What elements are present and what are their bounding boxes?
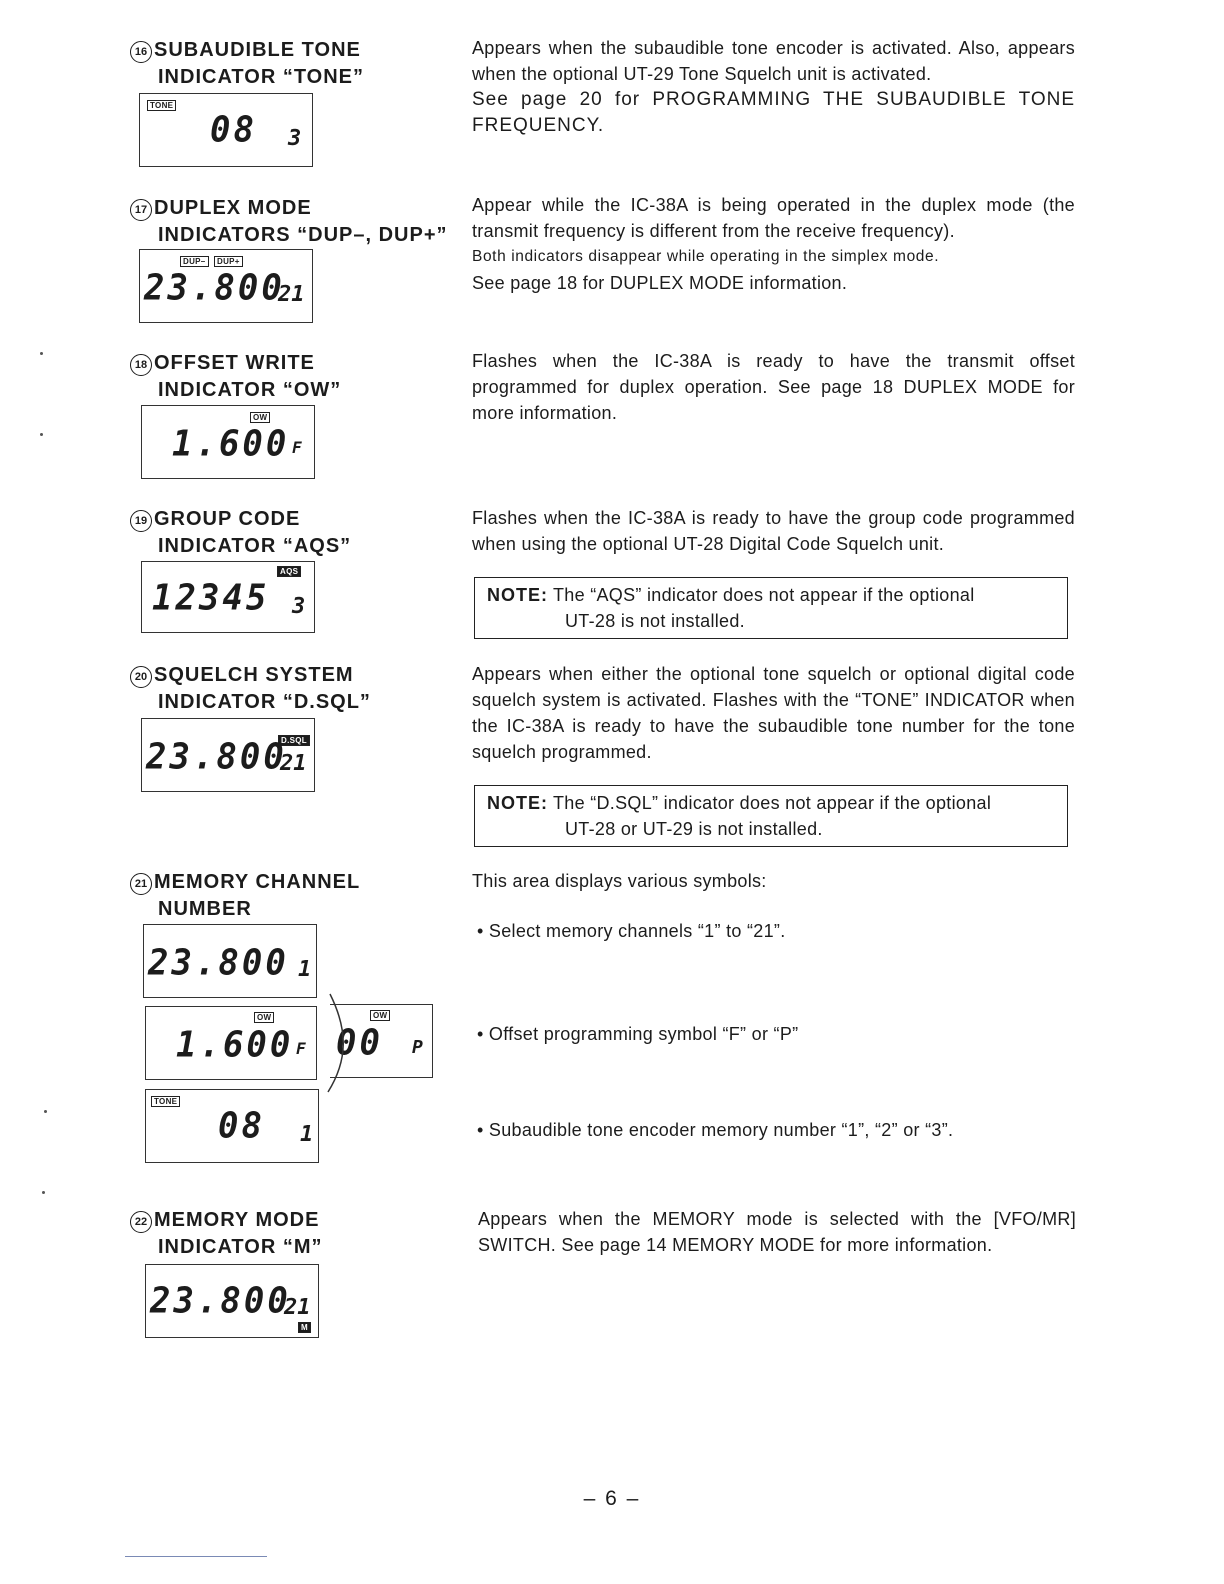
note-aqs: NOTE: The “AQS” indicator does not appear if the optional UT-28 is not installed. (474, 577, 1068, 639)
aqs-tag: AQS (277, 566, 301, 577)
lcd-display-tone (139, 93, 313, 167)
ow-tag: OW (254, 1012, 274, 1023)
description-duplex-mode: Appear while the IC-38A is being operated in the duplex mode (the transmit frequency is different from the receive frequency). Both indicators disappear while operating in the simplex mode. See page 18 for DUPLEX MODE information. (472, 195, 1075, 293)
description-squelch-system: Appears when either the optional tone squelch or optional digital code squelch system is activated. Flashes with the “TONE” INDICATOR when the IC-38A is ready to have the subaudible tone number for the tone squelch programmed. (472, 664, 1075, 762)
lcd-channel: 3 (292, 594, 306, 619)
description-memory-mode: Appears when the MEMORY mode is selected with the [VFO/MR] SWITCH. See page 14 MEMORY MODE for more information. (478, 1209, 1076, 1255)
section-number: 18 (130, 354, 152, 376)
lcd-frequency: 23.800 (146, 736, 287, 778)
description-subaudible-tone: Appears when the subaudible tone encoder is activated. Also, appears when the optional UT-29 Tone Squelch unit is activated. See page 20 for PROGRAMMING THE SUBAUDIBLE TONE FREQUENCY. (472, 38, 1075, 136)
dup-plus-tag: DUP+ (214, 256, 243, 267)
bullet-memory-channels: • Select memory channels “1” to “21”. (477, 921, 786, 941)
lcd-frequency: 08 (218, 1105, 265, 1147)
heading-squelch-system: 20 SQUELCH SYSTEM INDICATOR “D.SQL” (130, 662, 371, 716)
description-memory-channel: This area displays various symbols: (472, 871, 767, 891)
margin-dot (40, 352, 43, 355)
lcd-frequency: 12345 (152, 577, 270, 619)
memory-m-tag: M (298, 1322, 311, 1333)
lcd-display-offset (141, 405, 315, 479)
lcd-frequency: 23.800 (144, 267, 285, 309)
lcd-frequency: 00 (336, 1022, 383, 1064)
lcd-display-tone-memory (145, 1089, 319, 1163)
margin-dot (44, 1110, 47, 1113)
lcd-display-aqs (141, 561, 315, 633)
margin-dot (42, 1191, 45, 1194)
tone-tag: TONE (151, 1096, 180, 1107)
description-group-code: Flashes when the IC-38A is ready to have the group code programmed when using the optional UT-28 Digital Code Squelch unit. (472, 508, 1075, 554)
lcd-display-offset-symbol (145, 1006, 317, 1080)
section-number: 16 (130, 41, 152, 63)
section-number: 22 (130, 1211, 152, 1233)
lcd-channel: 21 (278, 282, 305, 307)
lcd-frequency: 1.600 (176, 1024, 294, 1066)
lcd-frequency: 23.800 (150, 1280, 291, 1322)
lcd-channel: 21 (284, 1295, 311, 1320)
heading-memory-mode: 22 MEMORY MODE INDICATOR “M” (130, 1207, 322, 1261)
page-number: – 6 – (583, 1487, 641, 1510)
lcd-channel: P (412, 1037, 423, 1058)
lcd-channel: F (292, 438, 302, 457)
lcd-frequency: 08 (210, 109, 257, 151)
lcd-channel: 3 (288, 126, 302, 151)
split-curve (320, 990, 350, 1098)
heading-group-code: 19 GROUP CODE INDICATOR “AQS” (130, 506, 351, 560)
tone-tag: TONE (147, 100, 176, 111)
lcd-display-memory-channel (143, 924, 317, 998)
dsql-tag: D.SQL (278, 735, 310, 746)
lcd-frequency: 23.800 (148, 942, 289, 984)
bottom-rule (125, 1556, 267, 1557)
description-offset-write: Flashes when the IC-38A is ready to have the transmit offset programmed for duplex operation. See page 18 DUPLEX MODE for more information. (472, 351, 1075, 423)
ow-tag: OW (370, 1010, 390, 1021)
heading-duplex-mode: 17 DUPLEX MODE INDICATORS “DUP–, DUP+” (130, 195, 448, 249)
section-number: 17 (130, 199, 152, 221)
lcd-channel: F (296, 1039, 306, 1058)
section-number: 20 (130, 666, 152, 688)
lcd-frequency: 1.600 (172, 423, 290, 465)
lcd-channel: 1 (300, 1122, 314, 1147)
margin-dot (40, 433, 43, 436)
bullet-offset-symbol: • Offset programming symbol “F” or “P” (477, 1024, 799, 1044)
section-number: 21 (130, 873, 152, 895)
lcd-display-duplex (139, 249, 313, 323)
lcd-channel: 1 (298, 957, 312, 982)
heading-subaudible-tone: 16 SUBAUDIBLE TONE INDICATOR “TONE” (130, 37, 364, 91)
lcd-display-memory-mode (145, 1264, 319, 1338)
heading-offset-write: 18 OFFSET WRITE INDICATOR “OW” (130, 350, 341, 404)
section-number: 19 (130, 510, 152, 532)
bullet-tone-memory: • Subaudible tone encoder memory number “1”, “2” or “3”. (477, 1120, 954, 1140)
note-dsql: NOTE: The “D.SQL” indicator does not appear if the optional UT-28 or UT-29 is not installed. (474, 785, 1068, 847)
ow-tag: OW (250, 412, 270, 423)
lcd-display-dsql (141, 718, 315, 792)
dup-minus-tag: DUP– (180, 256, 209, 267)
heading-memory-channel: 21 MEMORY CHANNEL NUMBER (130, 869, 360, 923)
lcd-channel: 21 (280, 751, 307, 776)
